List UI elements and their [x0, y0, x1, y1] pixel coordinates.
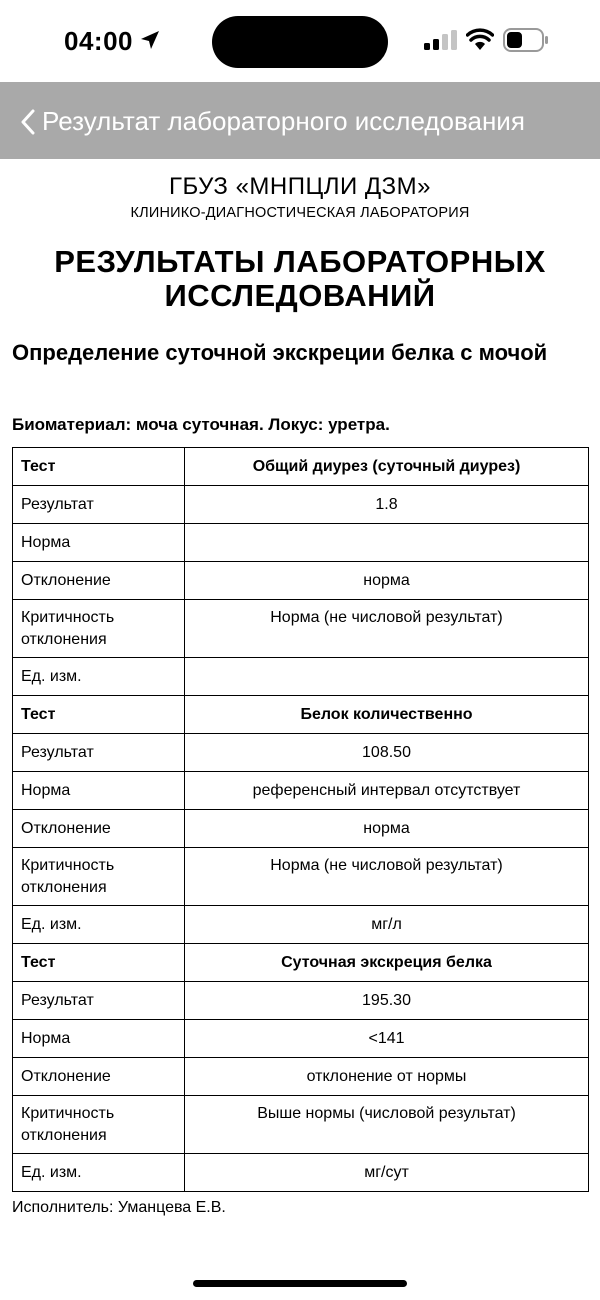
deviation-label: Отклонение: [13, 810, 185, 848]
table-row: [13, 810, 589, 848]
document-title-line1: РЕЗУЛЬТАТЫ ЛАБОРАТОРНЫХ: [54, 244, 546, 279]
deviation-value: норма: [185, 810, 589, 848]
test-label: Тест: [13, 944, 185, 982]
table-row: [13, 562, 589, 600]
home-indicator[interactable]: [193, 1280, 407, 1287]
table-row: [13, 982, 589, 1020]
unit-label: Ед. изм.: [13, 658, 185, 696]
result-value: 108.50: [185, 734, 589, 772]
table-row: [13, 1020, 589, 1058]
document-title: [0, 245, 600, 313]
status-time: 04:00: [64, 26, 133, 56]
dynamic-island: [212, 16, 388, 68]
criticality-value: Норма (не числовой результат): [185, 848, 589, 906]
table-row: [13, 658, 589, 696]
unit-label: Ед. изм.: [13, 906, 185, 944]
biomaterial: Биоматериал: моча суточная. Локус: уретра.: [12, 415, 390, 434]
document-title-line2: ИССЛЕДОВАНИЙ: [164, 278, 436, 313]
org-department: КЛИНИКО-ДИАГНОСТИЧЕСКАЯ ЛАБОРАТОРИЯ: [130, 205, 470, 221]
table-row: [13, 600, 589, 658]
test-name: Белок количественно: [185, 696, 589, 734]
results-table: [12, 447, 589, 1192]
unit-value: [185, 658, 589, 696]
norm-value: <141: [185, 1020, 589, 1058]
result-label: Результат: [13, 982, 185, 1020]
back-chevron-icon[interactable]: [20, 109, 36, 135]
criticality-value: Выше нормы (числовой результат): [185, 1096, 589, 1154]
test-name: Общий диурез (суточный диурез): [185, 448, 589, 486]
result-label: Результат: [13, 486, 185, 524]
criticality-label: Критичность отклонения: [13, 600, 185, 658]
table-row: [13, 1096, 589, 1154]
criticality-label: Критичность отклонения: [13, 848, 185, 906]
nav-bar: [0, 82, 600, 159]
study-name: Определение суточной экскреции белка с мочой: [12, 340, 548, 365]
test-label: Тест: [13, 696, 185, 734]
unit-value: мг/л: [185, 906, 589, 944]
result-label: Результат: [13, 734, 185, 772]
deviation-value: норма: [185, 562, 589, 600]
table-row: [13, 524, 589, 562]
battery-icon: [503, 28, 549, 52]
cellular-signal-icon: [424, 30, 458, 50]
norm-label: Норма: [13, 1020, 185, 1058]
norm-value: референсный интервал отсутствует: [185, 772, 589, 810]
org-name: ГБУЗ «МНПЦЛИ ДЗМ»: [168, 173, 431, 200]
unit-value: мг/сут: [185, 1154, 589, 1192]
test-label: Тест: [13, 448, 185, 486]
test-name: Суточная экскреция белка: [185, 944, 589, 982]
table-row: [13, 1058, 589, 1096]
test-header-row: [13, 448, 589, 486]
norm-value: [185, 524, 589, 562]
criticality-value: Норма (не числовой результат): [185, 600, 589, 658]
norm-label: Норма: [13, 772, 185, 810]
location-arrow-icon: [140, 30, 160, 50]
unit-label: Ед. изм.: [13, 1154, 185, 1192]
nav-title[interactable]: Результат лабораторного исследования: [42, 106, 525, 136]
test-header-row: [13, 696, 589, 734]
criticality-label: Критичность отклонения: [13, 1096, 185, 1154]
table-row: [13, 906, 589, 944]
table-row: [13, 734, 589, 772]
deviation-label: Отклонение: [13, 1058, 185, 1096]
test-header-row: [13, 944, 589, 982]
executor: Исполнитель: Уманцева Е.В.: [12, 1199, 226, 1216]
status-bar: [0, 0, 600, 82]
table-row: [13, 848, 589, 906]
table-row: [13, 772, 589, 810]
norm-label: Норма: [13, 524, 185, 562]
deviation-label: Отклонение: [13, 562, 185, 600]
table-row: [13, 486, 589, 524]
result-value: 195.30: [185, 982, 589, 1020]
wifi-icon: [466, 28, 494, 50]
result-value: 1.8: [185, 486, 589, 524]
table-row: [13, 1154, 589, 1192]
deviation-value: отклонение от нормы: [185, 1058, 589, 1096]
